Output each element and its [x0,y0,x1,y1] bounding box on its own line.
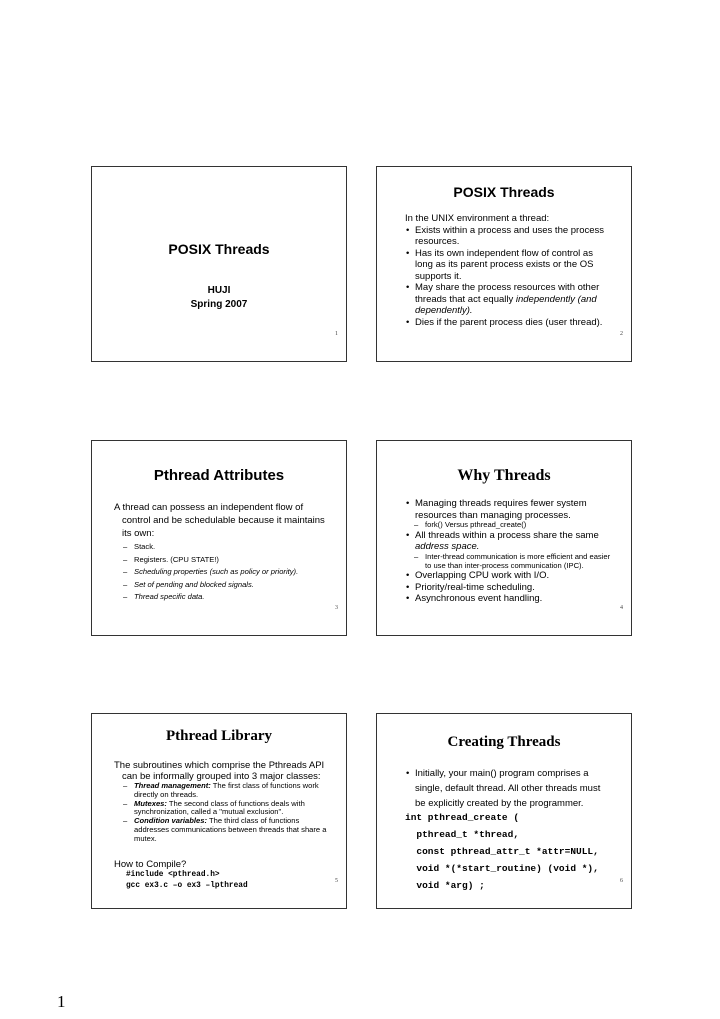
slide-6 [376,713,632,909]
slide-4-bullet [405,530,617,553]
slide-3-body [114,501,332,604]
slide-6-code-line: const pthread_attr_t *attr=NULL, [405,846,599,857]
slide-6-code-line: int pthread_create ( [405,812,520,823]
slide-3-number: 3 [335,605,338,611]
slide-2 [376,166,632,362]
slide-2-bullet: • Dies if the parent process dies (user thread). [405,317,611,329]
slide-3-item: – Registers. (CPU STATE!) [114,554,332,567]
slide-3-title: Pthread Attributes [153,467,285,484]
slide-4-bullet: • Priority/real-time scheduling. [405,582,617,594]
slide-2-bullet-emphasis: independently (and dependently). [415,293,597,316]
slide-4-bullet-emphasis: address space. [415,541,480,553]
slide-3-item: – Scheduling properties (such as policy or priority). [114,566,332,579]
page-number: 1 [57,992,66,1011]
slide-5-class-text: The second class of functions deals with synchronization, called a "mutual exclusion". [134,798,305,817]
slide-2-intro: In the UNIX environment a thread: [405,213,550,224]
slide-2-bullet [405,282,611,317]
slide-2-bullet: • Has its own independent flow of control as long as its parent process exists or the OS supports it. [405,248,611,283]
slide-6-bullet-line: be explicitly created by the programmer. [415,798,584,809]
slide-5-title: Pthread Library [166,728,272,744]
slide-1-subtitle-term: Spring 2007 [190,299,248,310]
slide-1-title: POSIX Threads [168,241,270,257]
slide-4-bullet: • Overlapping CPU work with I/O. [405,570,617,582]
slide-4-bullet: • Managing threads requires fewer system resources than managing processes. [405,498,617,521]
slide-3 [91,440,347,636]
slide-6-bullet-line: • Initially, your main() program comprises a [405,766,623,781]
slide-4-subitem: – Inter-thread communication is more efficient and easier to use than inter-process communication (IPC). [405,553,617,571]
slide-6-bullet-line: single, default thread. All other threads must [415,783,601,794]
slide-5-class [114,782,332,800]
slide-3-item: – Set of pending and blocked signals. [114,579,332,592]
slide-5-number: 5 [335,878,338,884]
slide-5-class-label: Condition variables: [134,816,207,826]
slide-1-subtitle-org: HUJI [207,285,231,296]
slide-5-code-include: #include <pthread.h> [126,871,220,880]
slide-5-compile-question: How to Compile? [114,858,187,870]
slide-5-class-label: Mutexes: [134,798,167,808]
slide-4-subitem: – fork() Versus pthread_create() [405,521,617,530]
slide-1-number: 1 [335,331,338,337]
slide-4-title: Why Threads [457,467,551,484]
slide-4 [376,440,632,636]
slide-5-class [114,800,332,818]
slide-6-code-line: pthread_t *thread, [405,829,520,840]
slide-5-class [114,817,332,843]
slide-4-number: 4 [620,605,623,611]
slide-2-number: 2 [620,331,623,337]
slide-6-code-line: void *arg) ; [405,880,485,891]
slide-5 [91,713,347,909]
slide-2-bullet-text: May share the process resources with other threads that act equally [415,282,600,305]
slide-3-item: – Stack. [114,541,332,554]
slide-6-title: Creating Threads [447,734,561,750]
slide-2-body [405,213,611,328]
slide-2-bullet: • Exists within a process and uses the process resources. [405,225,611,248]
slide-5-intro: The subroutines which comprise the Pthreads API can be informally grouped into 3 major classes: [114,760,325,782]
slide-4-bullet-text: All threads within a process share the same [415,529,599,541]
slide-6-body [405,766,623,894]
slide-1 [91,166,347,362]
slide-5-class-text: The first class of functions work directly on threads. [134,781,319,799]
slide-6-code-line: void *(*start_routine) (void *), [405,863,599,874]
slide-5-code-compile: gcc ex3.c –o ex3 –lpthread [126,882,248,891]
slide-5-class-label: Thread management: [134,781,211,790]
slide-3-item: – Thread specific data. [114,591,332,604]
slide-4-bullet: • Asynchronous event handling. [405,593,617,605]
slide-5-class-text: The third class of functions addresses communications between threads that share a mutex. [134,816,327,843]
slide-3-intro: A thread can possess an independent flow of control and be schedulable because it maintains its own: [114,502,325,539]
slide-6-number: 6 [620,878,623,884]
slide-5-body [114,761,332,892]
slide-2-title: POSIX Threads [453,184,555,200]
slide-4-body [405,498,617,605]
